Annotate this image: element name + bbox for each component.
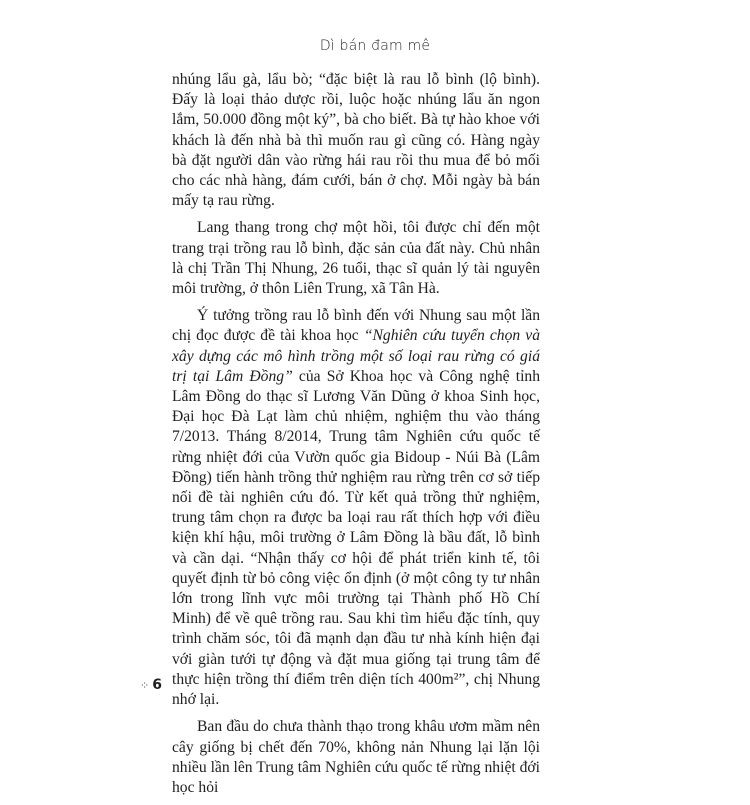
paragraph-3-lead: Ý tưởng trồng rau lỗ bình đến với Nhung sau một lần chị đọc được đề tài khoa học bbox=[172, 307, 540, 345]
paragraph-4: Ban đầu do chưa thành thạo trong khâu ươm mầm nên cây giống bị chết đến 70%, không nản Nhung lại lặn lội nhiều lần lên Trung tâm Nghiên cứu quốc tế rừng nhiệt đới học hỏi bbox=[172, 718, 540, 796]
folio bbox=[140, 677, 162, 693]
paragraph-3-rest: của Sở Khoa học và Công nghệ tỉnh Lâm Đồng do thạc sĩ Lương Văn Dũng ở khoa Sinh học, Đại học Đà Lạt làm chủ nhiệm, nghiệm thu vào tháng 7/2013. Tháng 8/2014, Trung tâm Nghiên cứu quốc tế rừng nhiệt đới của Vườn quốc gia Bidoup - Núi Bà (Lâm Đồng) tiến hành trồng thử nghiệm rau rừng trên cơ sở tiếp nối đề tài nghiên cứu đó. Từ kết quả trồng thử nghiệm, trung tâm chọn ra được ba loại rau rất thích hợp với điều kiện khí hậu, môi trường ở Lâm Đồng là bầu đất, lỗ bình và cần dại. “Nhận thấy cơ hội để phát triển kinh tế, tôi quyết định từ bỏ công việc ổn định (ở một công ty tư nhân lớn trong lĩnh vực môi trường tại Thành phố Hồ Chí Minh) để về quê trồng rau. Sau khi tìm hiểu đặc tính, quy trình chăm sóc, tôi đã mạnh dạn đầu tư nhà kính hiện đại với giàn tưới tự động và đặt mua giống tại trung tâm để thực hiện trồng thí điểm trên diện tích 400m²”, chị Nhung nhớ lại. bbox=[172, 367, 540, 709]
page-number: 6 bbox=[152, 677, 162, 693]
body-text bbox=[172, 70, 540, 805]
paragraph-3 bbox=[172, 306, 540, 710]
running-head: Dì bán đam mê bbox=[319, 38, 431, 54]
paragraph-1: nhúng lẩu gà, lẩu bò; “đặc biệt là rau lỗ bình (lộ bình). Đấy là loại thảo dược rồi, luộc hoặc nhúng lẩu ăn ngon lắm, 50.000 đồng một ký”, bà cho biết. Bà tự hào khoe với khách là đến nhà bà thì muốn rau gì cũng có. Hàng ngày bà đặt người dân vào rừng hái rau rồi thu mua để bỏ mối cho các nhà hàng, đám cưới, bán ở chợ. Mỗi ngày bà bán mấy tạ rau rừng. bbox=[172, 71, 540, 210]
paragraph-2: Lang thang trong chợ một hồi, tôi được chỉ đến một trang trại trồng rau lỗ bình, đặc sản của đất này. Chủ nhân là chị Trần Thị Nhung, 26 tuổi, thạc sĩ quản lý tài nguyên môi trường, ở thôn Liên Trung, xã Tân Hà. bbox=[172, 219, 540, 298]
research-title-italic: “Nghiên cứu tuyển chọn và xây dựng các mô hình trồng một số loại rau rừng có giá trị tại Lâm Đồng” bbox=[172, 327, 540, 385]
folio-ornament-icon: ⁘ bbox=[140, 678, 150, 692]
